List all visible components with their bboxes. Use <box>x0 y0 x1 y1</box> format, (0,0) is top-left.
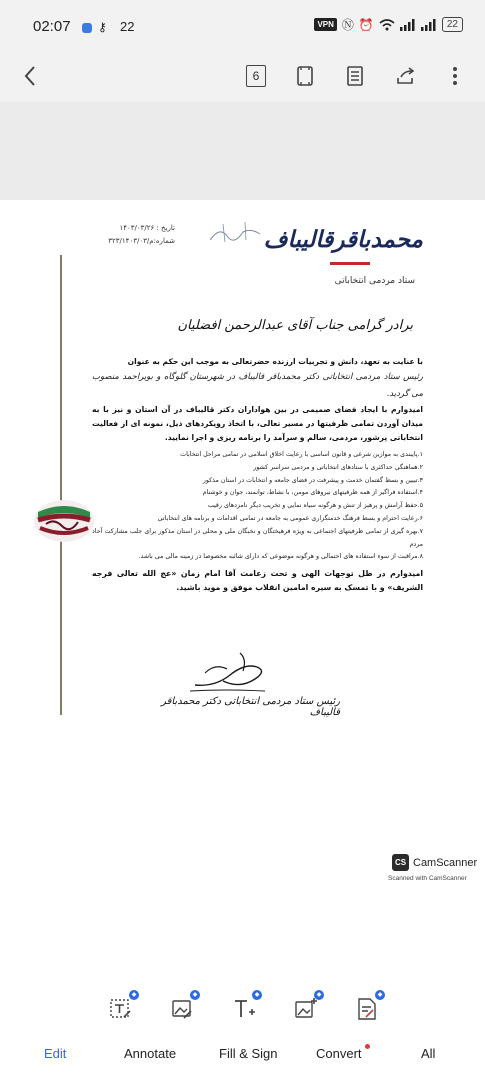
document-list-icon <box>346 65 364 87</box>
camscanner-icon: CS <box>392 854 409 871</box>
add-image-icon <box>294 997 318 1021</box>
appointment-line: رئیس ستاد مردمی انتخاباتی دکتر محمدباقر قالیباف در شهرستان گلوگاه و بویراحمد منصوب می گردید. <box>92 372 423 399</box>
document-page[interactable] <box>0 200 485 990</box>
list-item: ۸.مراقبت از سوء استفاده های احتمالی و هرگونه موضوعی که دارای شائبه مخصوصا در زمینه مالی می باشد. <box>138 553 423 561</box>
tab-convert[interactable]: Convert <box>316 1046 362 1061</box>
vpn-icon: VPN <box>314 18 336 31</box>
hope-paragraph: امیدوارم با ایجاد فضای صمیمی در بین هواداران دکتر قالیباف در آن استان و نیز با به میدان آوردن تمامی ظرفیتها در مسیر تعالی، با اتخاذ رویکردهای ذیل، نمونه ای از فعالیت انتخاباتی پرشور، مردمی، سالم و سرآمد را برنامه ریزی و اجرا نمایید. <box>92 405 423 442</box>
official-stamp <box>32 498 96 544</box>
number-line: شماره:م/۳۲۳/۱۴۰۳/۰۳ <box>108 237 175 245</box>
chevron-left-icon <box>23 65 37 87</box>
list-item: ۱.پایبندی به موازین شرعی و قانون اساسی با رعایت اخلاق اسلامی در تمامی مراحل انتخابات <box>180 451 423 458</box>
list-item: ۲.هماهنگی حداکثری با ستادهای انتخاباتی و مردمی سراسر کشور <box>253 463 423 471</box>
tab-edit[interactable]: Edit <box>44 1046 67 1061</box>
add-text-tool[interactable] <box>229 991 260 1024</box>
intro-paragraph: با عنایت به تعهد، دانش و تجربیات ارزنده حضرتعالی به موجب این حکم به عنوان <box>127 357 423 366</box>
list-item: ۵.حفظ آرامش و پرهیز از تنش و هرگونه سیاه نمایی و تخریب دیگر نامزدهای رقیب <box>207 502 423 510</box>
key-icon: ⚷ <box>98 20 107 34</box>
bottom-toolbar <box>0 980 485 1080</box>
tab-all[interactable]: All <box>421 1046 436 1061</box>
add-text-icon <box>232 997 256 1021</box>
reading-mode-button[interactable] <box>341 62 369 90</box>
tab-fill-sign[interactable]: Fill & Sign <box>219 1046 278 1061</box>
wifi-icon <box>379 19 395 31</box>
share-button[interactable] <box>392 62 420 90</box>
premium-badge: ◆ <box>190 990 200 1000</box>
logo-accent-bar <box>330 262 370 265</box>
list-item: ۷.بهره گیری از تمامی ظرفیتهای اجتماعی به ویژه فرهیختگان و نخبگان ملی و محلی در استان مذکور برای جلب مشارکت آحاد مردم <box>92 527 423 548</box>
list-item: ۴.استفاده فراگیر از همه ظرفیتهای نیروهای مومن، با نشاط، توانمند، جوان و خوشنام <box>202 489 423 497</box>
battery-icon: 22 <box>442 17 463 32</box>
closing-paragraph: امیدوارم در ظل توجهات الهی و تحت زعامت آقا امام زمان «عج الله تعالی فرجه الشریف» و با تمسک به سیره امامین انقلاب موفق و موید باشید. <box>92 569 423 593</box>
edit-text-icon <box>109 997 133 1021</box>
premium-badge: ◆ <box>314 990 324 1000</box>
edit-image-tool[interactable] <box>167 991 198 1024</box>
edit-image-icon <box>170 997 194 1021</box>
more-vertical-icon <box>452 65 458 87</box>
fullscreen-button[interactable] <box>291 62 319 90</box>
edit-form-tool[interactable] <box>352 991 383 1024</box>
convert-notification-dot <box>365 1044 370 1049</box>
scanned-with-text: Scanned with CamScanner <box>388 875 467 882</box>
camscanner-brand: CamScanner <box>413 856 478 869</box>
document-edit-icon <box>355 997 379 1021</box>
status-bar <box>0 0 485 50</box>
status-icons <box>314 16 463 33</box>
logo-subtitle: ستاد مردمی انتخاباتی <box>334 276 415 286</box>
premium-badge: ◆ <box>252 990 262 1000</box>
top-toolbar <box>0 50 485 102</box>
nfc-icon: Ⓝ <box>341 18 354 32</box>
signal-icon <box>400 19 416 31</box>
back-button[interactable] <box>16 62 44 90</box>
app-notification-icon <box>82 23 92 33</box>
premium-badge: ◆ <box>375 990 385 1000</box>
list-item: ۶.رعایت احترام و بسط فرهنگ خدمتگزاری عمومی به جامعه در تمامی اقدامات و برنامه های انتخاباتی <box>157 514 423 522</box>
margin-line <box>60 255 62 715</box>
share-icon <box>395 66 417 86</box>
letter-body <box>92 355 423 595</box>
date-line: تاریخ : ۱۴۰۳/۰۳/۲۶ <box>119 224 175 232</box>
tab-annotate[interactable]: Annotate <box>124 1046 177 1061</box>
date-block <box>85 222 175 248</box>
header-signature <box>205 218 265 248</box>
more-button[interactable] <box>441 62 469 90</box>
page-number: 6 <box>246 65 266 87</box>
list-item: ۳.تبیین و بسط گفتمان خدمت و پیشرفت در فضای جامعه و انتخابات در استان مذکور <box>202 476 423 484</box>
status-time: 02:07 <box>33 18 71 35</box>
bottom-tabs <box>0 1046 485 1068</box>
page-count-button[interactable] <box>242 62 270 90</box>
camscanner-watermark <box>392 854 477 871</box>
alarm-icon: ⏰ <box>358 17 374 32</box>
edit-text-tool[interactable] <box>106 991 137 1024</box>
candidate-logo: محمدباقرقالیباف <box>263 226 423 253</box>
document-viewer[interactable] <box>0 102 485 980</box>
signer-title: رئیس ستاد مردمی انتخاباتی دکتر محمدباقر قالیباف <box>161 696 340 718</box>
salutation: برادر گرامی جناب آقای عبدالرحمن افضلیان <box>177 318 413 333</box>
signature <box>185 645 275 695</box>
fit-page-icon <box>296 65 314 87</box>
signal-icon-2 <box>421 19 437 31</box>
add-image-tool[interactable] <box>291 991 322 1024</box>
key-count: 22 <box>120 19 135 34</box>
premium-badge: ◆ <box>129 990 139 1000</box>
